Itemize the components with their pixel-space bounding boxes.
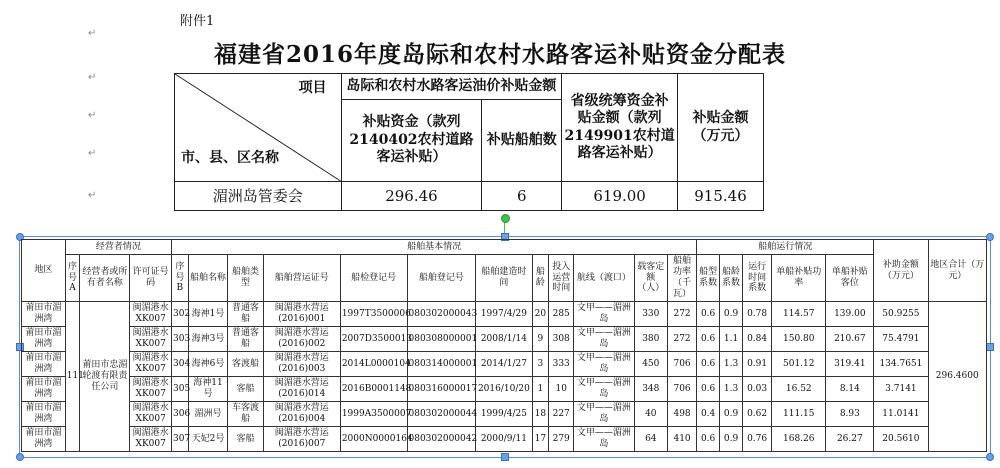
resize-handle-bottom-right[interactable] <box>986 453 994 461</box>
cell-build-date: 1997/4/29 <box>476 302 532 327</box>
cell-age: 9 <box>532 327 549 352</box>
resize-handle-top-right[interactable] <box>986 233 994 241</box>
cell-service-time: 285 <box>549 302 574 327</box>
cell-power: 706 <box>667 352 696 377</box>
cell-ship-name: 海神11号 <box>188 377 228 402</box>
header-age-coef: 船龄系数 <box>720 255 743 302</box>
header-unit-seat: 单船补贴客位 <box>826 255 874 302</box>
cell-registration: 080302000043 <box>407 302 476 327</box>
region-name: 湄洲岛管委会 <box>175 182 342 211</box>
cell-route: 文甲——湄洲岛 <box>574 377 634 402</box>
cell-route: 文甲——湄洲岛 <box>574 352 634 377</box>
table-row <box>22 327 987 352</box>
diagonal-header-cell <box>175 74 342 182</box>
cell-ship-type: 普通客船 <box>228 327 263 352</box>
cell-ship-name: 天妃2号 <box>188 427 228 452</box>
header-ship-type: 船舶类型 <box>228 255 263 302</box>
cell-op-cert: 闽湄港水营运(2016)007 <box>263 427 340 452</box>
cell-op-cert: 闽湄港水营运(2016)003 <box>263 352 340 377</box>
cell-region: 莆田市湄洲湾 <box>22 402 66 427</box>
header-permit: 许可证号码 <box>130 255 172 302</box>
cell-inspection: 2000N0000164 <box>340 427 407 452</box>
paragraph-mark: ↵ <box>88 110 97 121</box>
cell-type-coef: 0.6 <box>697 377 720 402</box>
cell-inspection: 2007D3500013 <box>340 327 407 352</box>
resize-handle-right[interactable] <box>986 343 994 351</box>
cell-age: 17 <box>532 427 549 452</box>
header-region: 地区 <box>22 240 66 302</box>
cell-inspection: 2016B0001148 <box>340 377 407 402</box>
cell-amount: 134.7651 <box>874 352 928 377</box>
header-type-coef: 船型系数 <box>697 255 720 302</box>
cell-capacity: 450 <box>634 352 667 377</box>
cell-build-date: 2016/10/20 <box>476 377 532 402</box>
cell-capacity: 64 <box>634 427 667 452</box>
cell-amount: 3.7141 <box>874 377 928 402</box>
cell-unit-power: 16.52 <box>772 377 826 402</box>
cell-capacity: 348 <box>634 377 667 402</box>
cell-region: 莆田市湄洲湾 <box>22 377 66 402</box>
cell-service-time: 308 <box>549 327 574 352</box>
cell-unit-power: 150.80 <box>772 327 826 352</box>
cell-op-cert: 闽湄港水营运(2016)004 <box>263 402 340 427</box>
cell-seq-b: 306 <box>172 402 189 427</box>
cell-permit: 闽湄港水XK007 <box>130 327 172 352</box>
header-region-name: 市、县、区名称 <box>181 149 279 166</box>
cell-build-date: 2000/9/11 <box>476 427 532 452</box>
cell-unit-power: 111.15 <box>772 402 826 427</box>
cell-age-coef: 0.9 <box>720 302 743 327</box>
cell-age: 1 <box>532 377 549 402</box>
cell-registration: 080302000044 <box>407 402 476 427</box>
cell-ship-type: 客船 <box>228 377 263 402</box>
cell-power: 272 <box>667 327 696 352</box>
cell-amount: 75.4791 <box>874 327 928 352</box>
table-row <box>22 377 987 402</box>
cell-type-coef: 0.6 <box>697 427 720 452</box>
header-seq-b: 序号B <box>172 255 189 302</box>
header-oil-subsidy: 岛际和农村水路客运油价补贴金额 <box>341 74 562 100</box>
cell-run-coef: 0.03 <box>743 377 772 402</box>
cell-amount: 11.0141 <box>874 402 928 427</box>
cell-inspection: 1999A3500007 <box>340 402 407 427</box>
paragraph-mark: ↵ <box>88 190 97 201</box>
cell-region: 莆田市湄洲湾 <box>22 427 66 452</box>
cell-operator: 莆田市忠湄轮渡有限责任公司 <box>80 302 130 452</box>
header-seq-a: 序号A <box>65 255 80 302</box>
cell-age-coef: 1.1 <box>720 327 743 352</box>
paragraph-mark: ↵ <box>88 28 97 39</box>
cell-route: 文甲——湄洲岛 <box>574 402 634 427</box>
cell-service-time: 227 <box>549 402 574 427</box>
cell-type-coef: 0.6 <box>697 327 720 352</box>
cell-unit-seat: 210.67 <box>826 327 874 352</box>
document-title: 福建省2016年度岛际和农村水路客运补贴资金分配表 <box>213 41 786 68</box>
header-service-time: 投入运营时间 <box>549 255 574 302</box>
cell-capacity: 380 <box>634 327 667 352</box>
cell-age: 20 <box>532 302 549 327</box>
cell-build-date: 2014/1/27 <box>476 352 532 377</box>
cell-type-coef: 0.6 <box>697 352 720 377</box>
cell-service-time: 10 <box>549 377 574 402</box>
cell-unit-seat: 139.00 <box>826 302 874 327</box>
cell-unit-seat: 26.27 <box>826 427 874 452</box>
header-inspection: 船检登记号 <box>340 255 407 302</box>
cell-op-cert: 闽湄港水营运(2016)001 <box>263 302 340 327</box>
paragraph-mark: ↵ <box>88 72 97 83</box>
cell-unit-power: 501.12 <box>772 352 826 377</box>
cell-registration: 080316000017 <box>407 377 476 402</box>
cell-unit-power: 168.26 <box>772 427 826 452</box>
cell-ship-type: 车客渡船 <box>228 402 263 427</box>
header-region-total: 地区合计（万元） <box>928 240 987 302</box>
attachment-label: 附件1 <box>180 14 215 29</box>
cell-route: 文甲——湄洲岛 <box>574 302 634 327</box>
cell-age-coef: 1.3 <box>720 352 743 377</box>
cell-seq-b: 307 <box>172 427 189 452</box>
cell-inspection: 2014L0000104 <box>340 352 407 377</box>
table-row <box>22 352 987 377</box>
cell-build-date: 1999/4/25 <box>476 402 532 427</box>
cell-registration: 080314000001 <box>407 352 476 377</box>
header-total-amount: 补贴金额（万元） <box>678 74 764 182</box>
header-route: 航线（渡口） <box>574 255 634 302</box>
cell-type-coef: 0.4 <box>697 402 720 427</box>
header-subsidy-amount: 补助金额（万元） <box>874 240 928 302</box>
cell-amount: 50.9255 <box>874 302 928 327</box>
header-capacity: 载客定额（人） <box>634 255 667 302</box>
resize-handle-bottom-left[interactable] <box>16 453 24 461</box>
cell-ship-name: 海神1号 <box>188 302 228 327</box>
cell-ship-name: 湄洲号 <box>188 402 228 427</box>
cell-region: 莆田市湄洲湾 <box>22 327 66 352</box>
ship-count-value: 6 <box>482 182 562 211</box>
header-build-date: 船舶建造时间 <box>476 255 532 302</box>
cell-permit: 闽湄港水XK007 <box>130 427 172 452</box>
cell-power: 272 <box>667 302 696 327</box>
summary-row <box>175 182 764 211</box>
cell-service-time: 333 <box>549 352 574 377</box>
cell-run-coef: 0.84 <box>743 327 772 352</box>
table-row <box>22 427 987 452</box>
cell-amount: 20.5610 <box>874 427 928 452</box>
cell-power: 706 <box>667 377 696 402</box>
cell-power: 498 <box>667 402 696 427</box>
cell-unit-seat: 319.41 <box>826 352 874 377</box>
cell-age-coef: 1.3 <box>720 377 743 402</box>
subsidy-value: 296.46 <box>341 182 482 211</box>
cell-seq-b: 303 <box>172 327 189 352</box>
cell-service-time: 279 <box>549 427 574 452</box>
header-run-group: 船舶运行情况 <box>697 240 874 255</box>
header-operator-name: 经营者或所有者名称 <box>80 255 130 302</box>
header-power: 船舶功率（千瓦） <box>667 255 696 302</box>
table-row <box>22 302 987 327</box>
cell-ship-name: 海神3号 <box>188 327 228 352</box>
cell-route: 文甲——湄洲岛 <box>574 427 634 452</box>
cell-registration: 080302000042 <box>407 427 476 452</box>
cell-ship-name: 海神6号 <box>188 352 228 377</box>
header-run-coef: 运行时间系数 <box>743 255 772 302</box>
cell-region: 莆田市湄洲湾 <box>22 352 66 377</box>
cell-permit: 闽湄港水XK007 <box>130 352 172 377</box>
detail-table[interactable] <box>21 239 987 452</box>
table-row <box>22 402 987 427</box>
cell-type-coef: 0.6 <box>697 302 720 327</box>
header-ship-age: 船龄 <box>532 255 549 302</box>
cell-unit-seat: 8.14 <box>826 377 874 402</box>
header-registration: 船舶登记号 <box>407 255 476 302</box>
cell-age-coef: 0.9 <box>720 427 743 452</box>
cell-build-date: 2008/1/14 <box>476 327 532 352</box>
cell-run-coef: 0.78 <box>743 302 772 327</box>
cell-age: 18 <box>532 402 549 427</box>
cell-run-coef: 0.76 <box>743 427 772 452</box>
rotation-handle[interactable] <box>501 214 510 223</box>
cell-capacity: 330 <box>634 302 667 327</box>
cell-inspection: 1997T3500006 <box>340 302 407 327</box>
cell-seq-a: 111 <box>65 302 80 452</box>
cell-op-cert: 闽湄港水营运(2016)002 <box>263 327 340 352</box>
cell-ship-type: 普通客船 <box>228 302 263 327</box>
cell-seq-b: 304 <box>172 352 189 377</box>
header-unit-power: 单船补贴功率 <box>772 255 826 302</box>
header-item: 项目 <box>298 80 327 96</box>
cell-age: 3 <box>532 352 549 377</box>
cell-run-coef: 0.91 <box>743 352 772 377</box>
cell-permit: 闽湄港水XK007 <box>130 302 172 327</box>
header-ship-name: 船舶名称 <box>188 255 228 302</box>
provincial-value: 619.00 <box>562 182 678 211</box>
total-value: 915.46 <box>678 182 764 211</box>
cell-seq-b: 302 <box>172 302 189 327</box>
cell-ship-type: 客船 <box>228 427 263 452</box>
cell-unit-power: 114.57 <box>772 302 826 327</box>
cell-op-cert: 闽湄港水营运(2016)014 <box>263 377 340 402</box>
cell-registration: 080308000001 <box>407 327 476 352</box>
cell-age-coef: 0.9 <box>720 402 743 427</box>
header-subsidy-fund: 补贴资金（款列2140402农村道路客运补贴） <box>341 100 482 182</box>
cell-power: 410 <box>667 427 696 452</box>
cell-unit-seat: 8.93 <box>826 402 874 427</box>
header-ship-count: 补贴船舶数 <box>482 100 562 182</box>
cell-seq-b: 305 <box>172 377 189 402</box>
header-ship-group: 船舶基本情况 <box>172 240 697 255</box>
summary-table[interactable] <box>174 73 764 211</box>
resize-handle-bottom[interactable] <box>501 453 509 461</box>
cell-capacity: 40 <box>634 402 667 427</box>
paragraph-mark: ↵ <box>88 148 97 159</box>
cell-run-coef: 0.62 <box>743 402 772 427</box>
cell-permit: 闽湄港水XK007 <box>130 402 172 427</box>
cell-route: 文甲——湄洲岛 <box>574 327 634 352</box>
cell-permit: 闽湄港水XK007 <box>130 377 172 402</box>
header-op-cert: 船舶营运证号 <box>263 255 340 302</box>
header-provincial-fund: 省级统筹资金补贴金额（款列2149901农村道路客运补贴） <box>562 74 678 182</box>
cell-ship-type: 客渡船 <box>228 352 263 377</box>
cell-region: 莆田市湄洲湾 <box>22 302 66 327</box>
cell-region-total: 296.4600 <box>928 302 987 452</box>
header-operator-group: 经营者情况 <box>65 240 171 255</box>
